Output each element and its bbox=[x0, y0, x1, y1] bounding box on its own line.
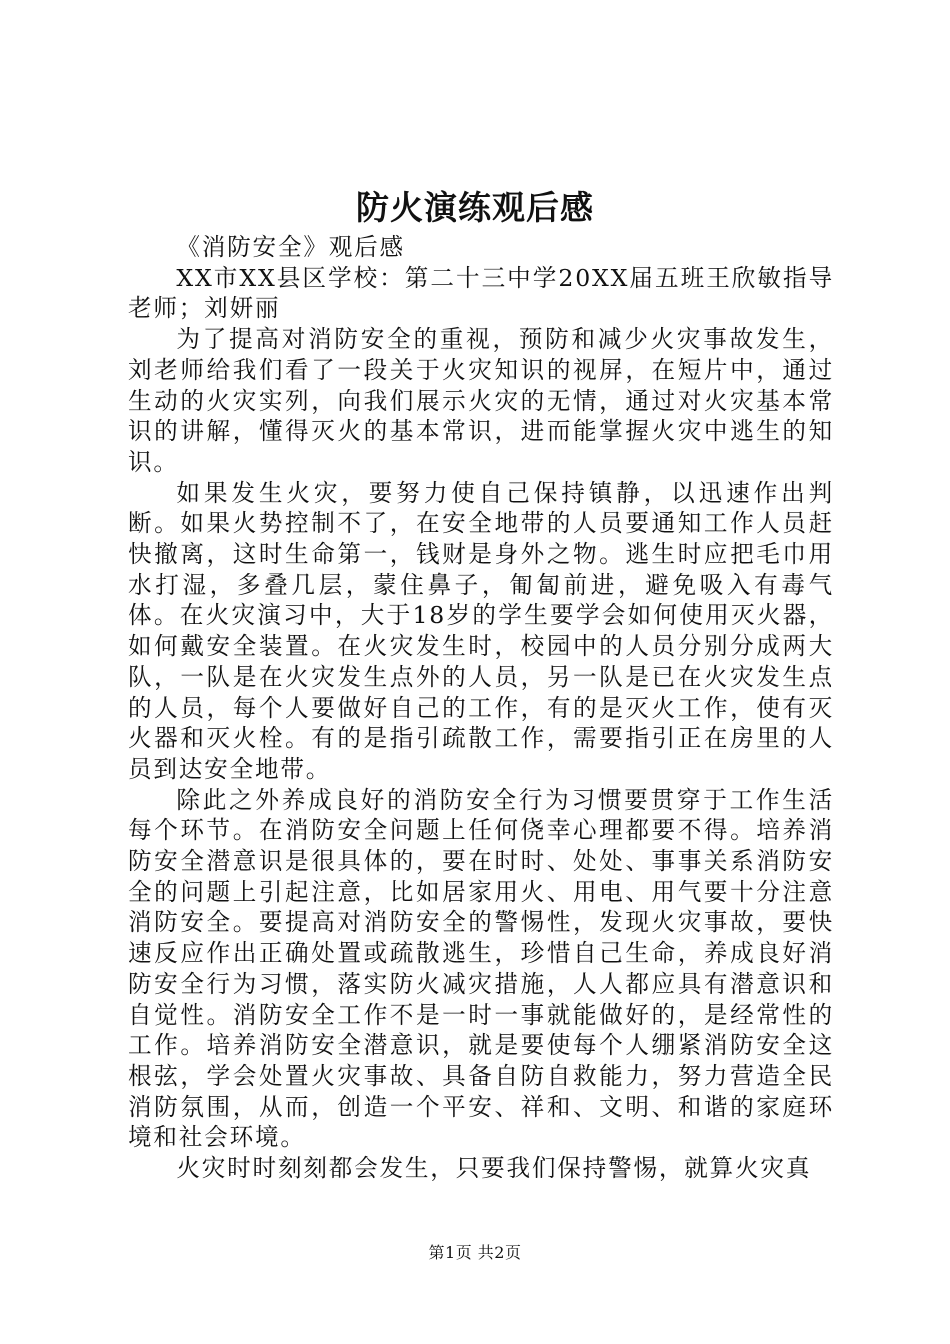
page-footer: 第1页 共2页 bbox=[428, 1243, 522, 1262]
document-body bbox=[128, 232, 834, 1184]
body-paragraph: 火灾时时刻刻都会发生，只要我们保持警惕，就算火灾真 bbox=[176, 1154, 812, 1183]
document-title: 防火演练观后感 bbox=[356, 188, 594, 227]
subtitle-paragraph: 《消防安全》观后感 bbox=[176, 233, 405, 261]
body-paragraph: 为了提高对消防安全的重视，预防和减少火灾事故发生，刘老师给我们看了一段关于火灾知识的视屏，在短片中，通过生动的火灾实列，向我们展示火灾的无情，通过对火灾基本常识的讲解，懂得灭火的基本常识，进而能掌握火灾中逃生的知识。 bbox=[128, 325, 834, 476]
body-paragraph: 除此之外养成良好的消防安全行为习惯要贯穿于工作生活每个环节。在消防安全问题上任何侥幸心理都要不得。培养消防安全潜意识是很具体的，要在时时、处处、事事关系消防安全的问题上引起注意，比如居家用火、用电、用气要十分注意消防安全。要提高对消防安全的警惕性，发现火灾事故，要快速反应作出正确处置或疏散逃生，珍惜自己生命，养成良好消防安全行为习惯，落实防火减灾措施，人人都应具有潜意识和自觉性。消防安全工作不是一时一事就能做好的，是经常性的工作。培养消防安全潜意识，就是要使每个人绷紧消防安全这根弦，学会处置火灾事故、具备自防自救能力，努力营造全民消防氛围，从而，创造一个平安、祥和、文明、和谐的家庭环境和社会环境。 bbox=[128, 785, 834, 1152]
body-paragraph: 如果发生火灾，要努力使自己保持镇静，以迅速作出判断。如果火势控制不了，在安全地带的人员要通知工作人员赶快撤离，这时生命第一，钱财是身外之物。逃生时应把毛巾用水打湿，多叠几层，蒙住鼻子，匍匐前进，避免吸入有毒气体。在火灾演习中，大于18岁的学生要学会如何使用灭火器，如何戴安全装置。在火灾发生时，校园中的人员分别分成两大队，一队是在火灾发生点外的人员，另一队是已在火灾发生点的人员，每个人要做好自己的工作，有的是灭火工作，使有灭火器和灭火栓。有的是指引疏散工作，需要指引正在房里的人员到达安全地带。 bbox=[128, 478, 834, 783]
author-paragraph: XX市XX县区学校：第二十三中学20XX届五班王欣敏指导老师；刘妍丽 bbox=[128, 263, 834, 323]
